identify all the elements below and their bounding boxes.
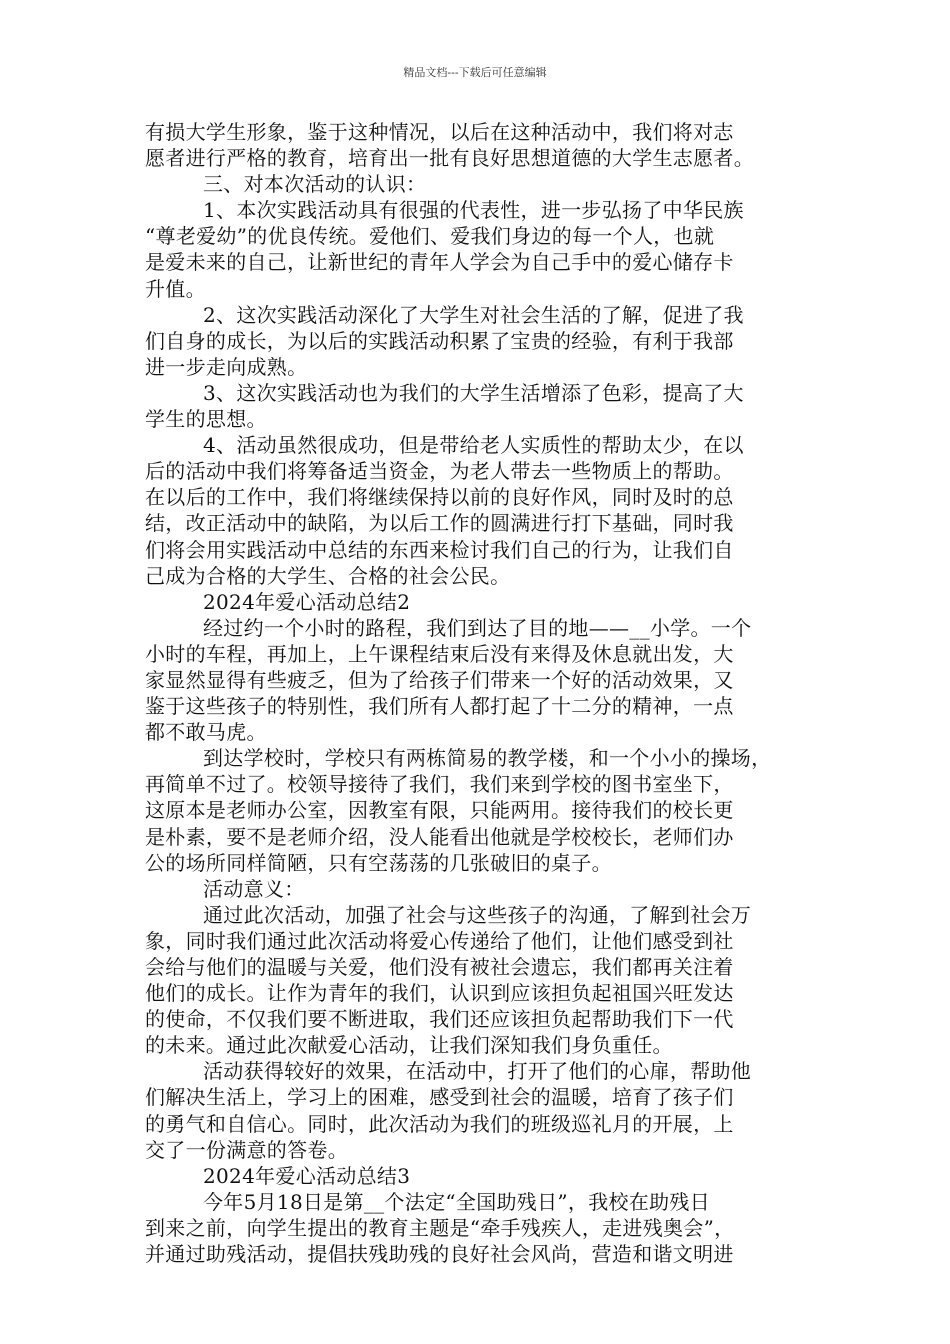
text-line: 有损大学生形象，鉴于这种情况，以后在这种活动中，我们将对志 [145, 120, 734, 144]
text-line: 并通过助残活动，提倡扶残助残的良好社会风尚，营造和谐文明进 [145, 1242, 734, 1267]
text-line: 都不敢马虎。 [145, 720, 267, 745]
text-line: 2024年爱心活动总结3 [203, 1163, 411, 1188]
text-line: 己成为合格的大学生、合格的社会公民。 [145, 563, 511, 588]
text-line: 结，改正活动中的缺陷，为以后工作的圆满进行打下基础，同时我 [145, 511, 734, 536]
text-line: 们将会用实践活动中总结的东西来检讨我们自己的行为，让我们自 [145, 537, 734, 562]
text-line: 的未来。通过此次献爱心活动，让我们深知我们身负重任。 [145, 1033, 673, 1058]
text-line: 今年5月18日是第__个法定“全国助残日”，我校在助残日 [203, 1189, 711, 1214]
text-line: 学生的思想。 [145, 407, 267, 432]
text-line: 再简单不过了。校领导接待了我们，我们来到学校的图书室坐下， [145, 772, 734, 797]
text-line: 2024年爱心活动总结2 [203, 589, 411, 614]
text-line: 升值。 [145, 276, 206, 301]
text-line: 家显然显得有些疲乏，但为了给孩子们带来一个好的活动效果，又 [145, 667, 734, 692]
text-line: 2、这次实践活动深化了大学生对社会生活的了解，促进了我 [203, 302, 744, 327]
text-line: 交了一份满意的答卷。 [145, 1137, 348, 1162]
text-line: 4、活动虽然很成功，但是带给老人实质性的帮助太少，在以 [203, 433, 744, 458]
text-line: 他们的成长。让作为青年的我们，认识到应该担负起祖国兴旺发达 [145, 981, 734, 1006]
text-line: 通过此次活动，加强了社会与这些孩子的沟通，了解到社会万 [203, 902, 752, 927]
text-line: 的勇气和自信心。同时，此次活动为我们的班级巡礼月的开展，上 [145, 1111, 734, 1136]
text-line: 会给与他们的温暖与关爱，他们没有被社会遗忘，我们都再关注着 [145, 955, 734, 979]
document-body [145, 119, 815, 1267]
text-line: 是朴素，要不是老师介绍，没人能看出他就是学校校长，老师们办 [145, 824, 734, 849]
text-line: 这原本是老师办公室，因教室有限，只能两用。接待我们的校长更 [145, 798, 734, 823]
text-line: 们解决生活上，学习上的困难，感受到社会的温暖，培育了孩子们 [145, 1085, 734, 1110]
text-line: 进一步走向成熟。 [145, 354, 308, 379]
text-line: 到来之前，向学生提出的教育主题是“牵手残疾人，走进残奥会”， [145, 1215, 735, 1240]
text-line: 鉴于这些孩子的特别性，我们所有人都打起了十二分的精神，一点 [145, 694, 734, 719]
text-line: 三、对本次活动的认识： [203, 172, 427, 197]
text-line: 活动获得较好的效果，在活动中，打开了他们的心扉，帮助他 [203, 1059, 752, 1084]
text-line: “尊老爱幼”的优良传统。爱他们、爱我们身边的每一个人，也就 [145, 224, 715, 249]
text-line: 是爱未来的自己，让新世纪的青年人学会为自己手中的爱心储存卡 [145, 250, 734, 275]
text-line: 1、本次实践活动具有很强的代表性，进一步弘扬了中华民族 [203, 198, 744, 223]
text-line: 象，同时我们通过此次活动将爱心传递给了他们，让他们感受到社 [145, 928, 734, 953]
page-header: 精品文档---下载后可任意编辑 [403, 66, 547, 79]
text-line: 3、这次实践活动也为我们的大学生活增添了色彩，提高了大 [203, 380, 744, 405]
text-line: 到达学校时，学校只有两栋简易的教学楼，和一个小小的操场， [203, 746, 772, 771]
text-line: 经过约一个小时的路程，我们到达了目的地——__小学。一个 [203, 615, 752, 640]
text-line: 们自身的成长，为以后的实践活动积累了宝贵的经验，有利于我部 [145, 328, 734, 353]
text-line: 愿者进行严格的教育，培育出一批有良好思想道德的大学生志愿者。 [145, 146, 754, 171]
text-line: 活动意义： [203, 876, 305, 901]
text-line: 的使命，不仅我们要不断进取，我们还应该担负起帮助我们下一代 [145, 1007, 734, 1032]
text-line: 在以后的工作中，我们将继续保持以前的良好作风，同时及时的总 [145, 485, 734, 510]
text-line: 后的活动中我们将筹备适当资金，为老人带去一些物质上的帮助。 [145, 459, 734, 484]
text-line: 小时的车程，再加上，上午课程结束后没有来得及休息就出发，大 [145, 641, 734, 666]
text-line: 公的场所同样简陋，只有空荡荡的几张破旧的桌子。 [145, 850, 612, 875]
